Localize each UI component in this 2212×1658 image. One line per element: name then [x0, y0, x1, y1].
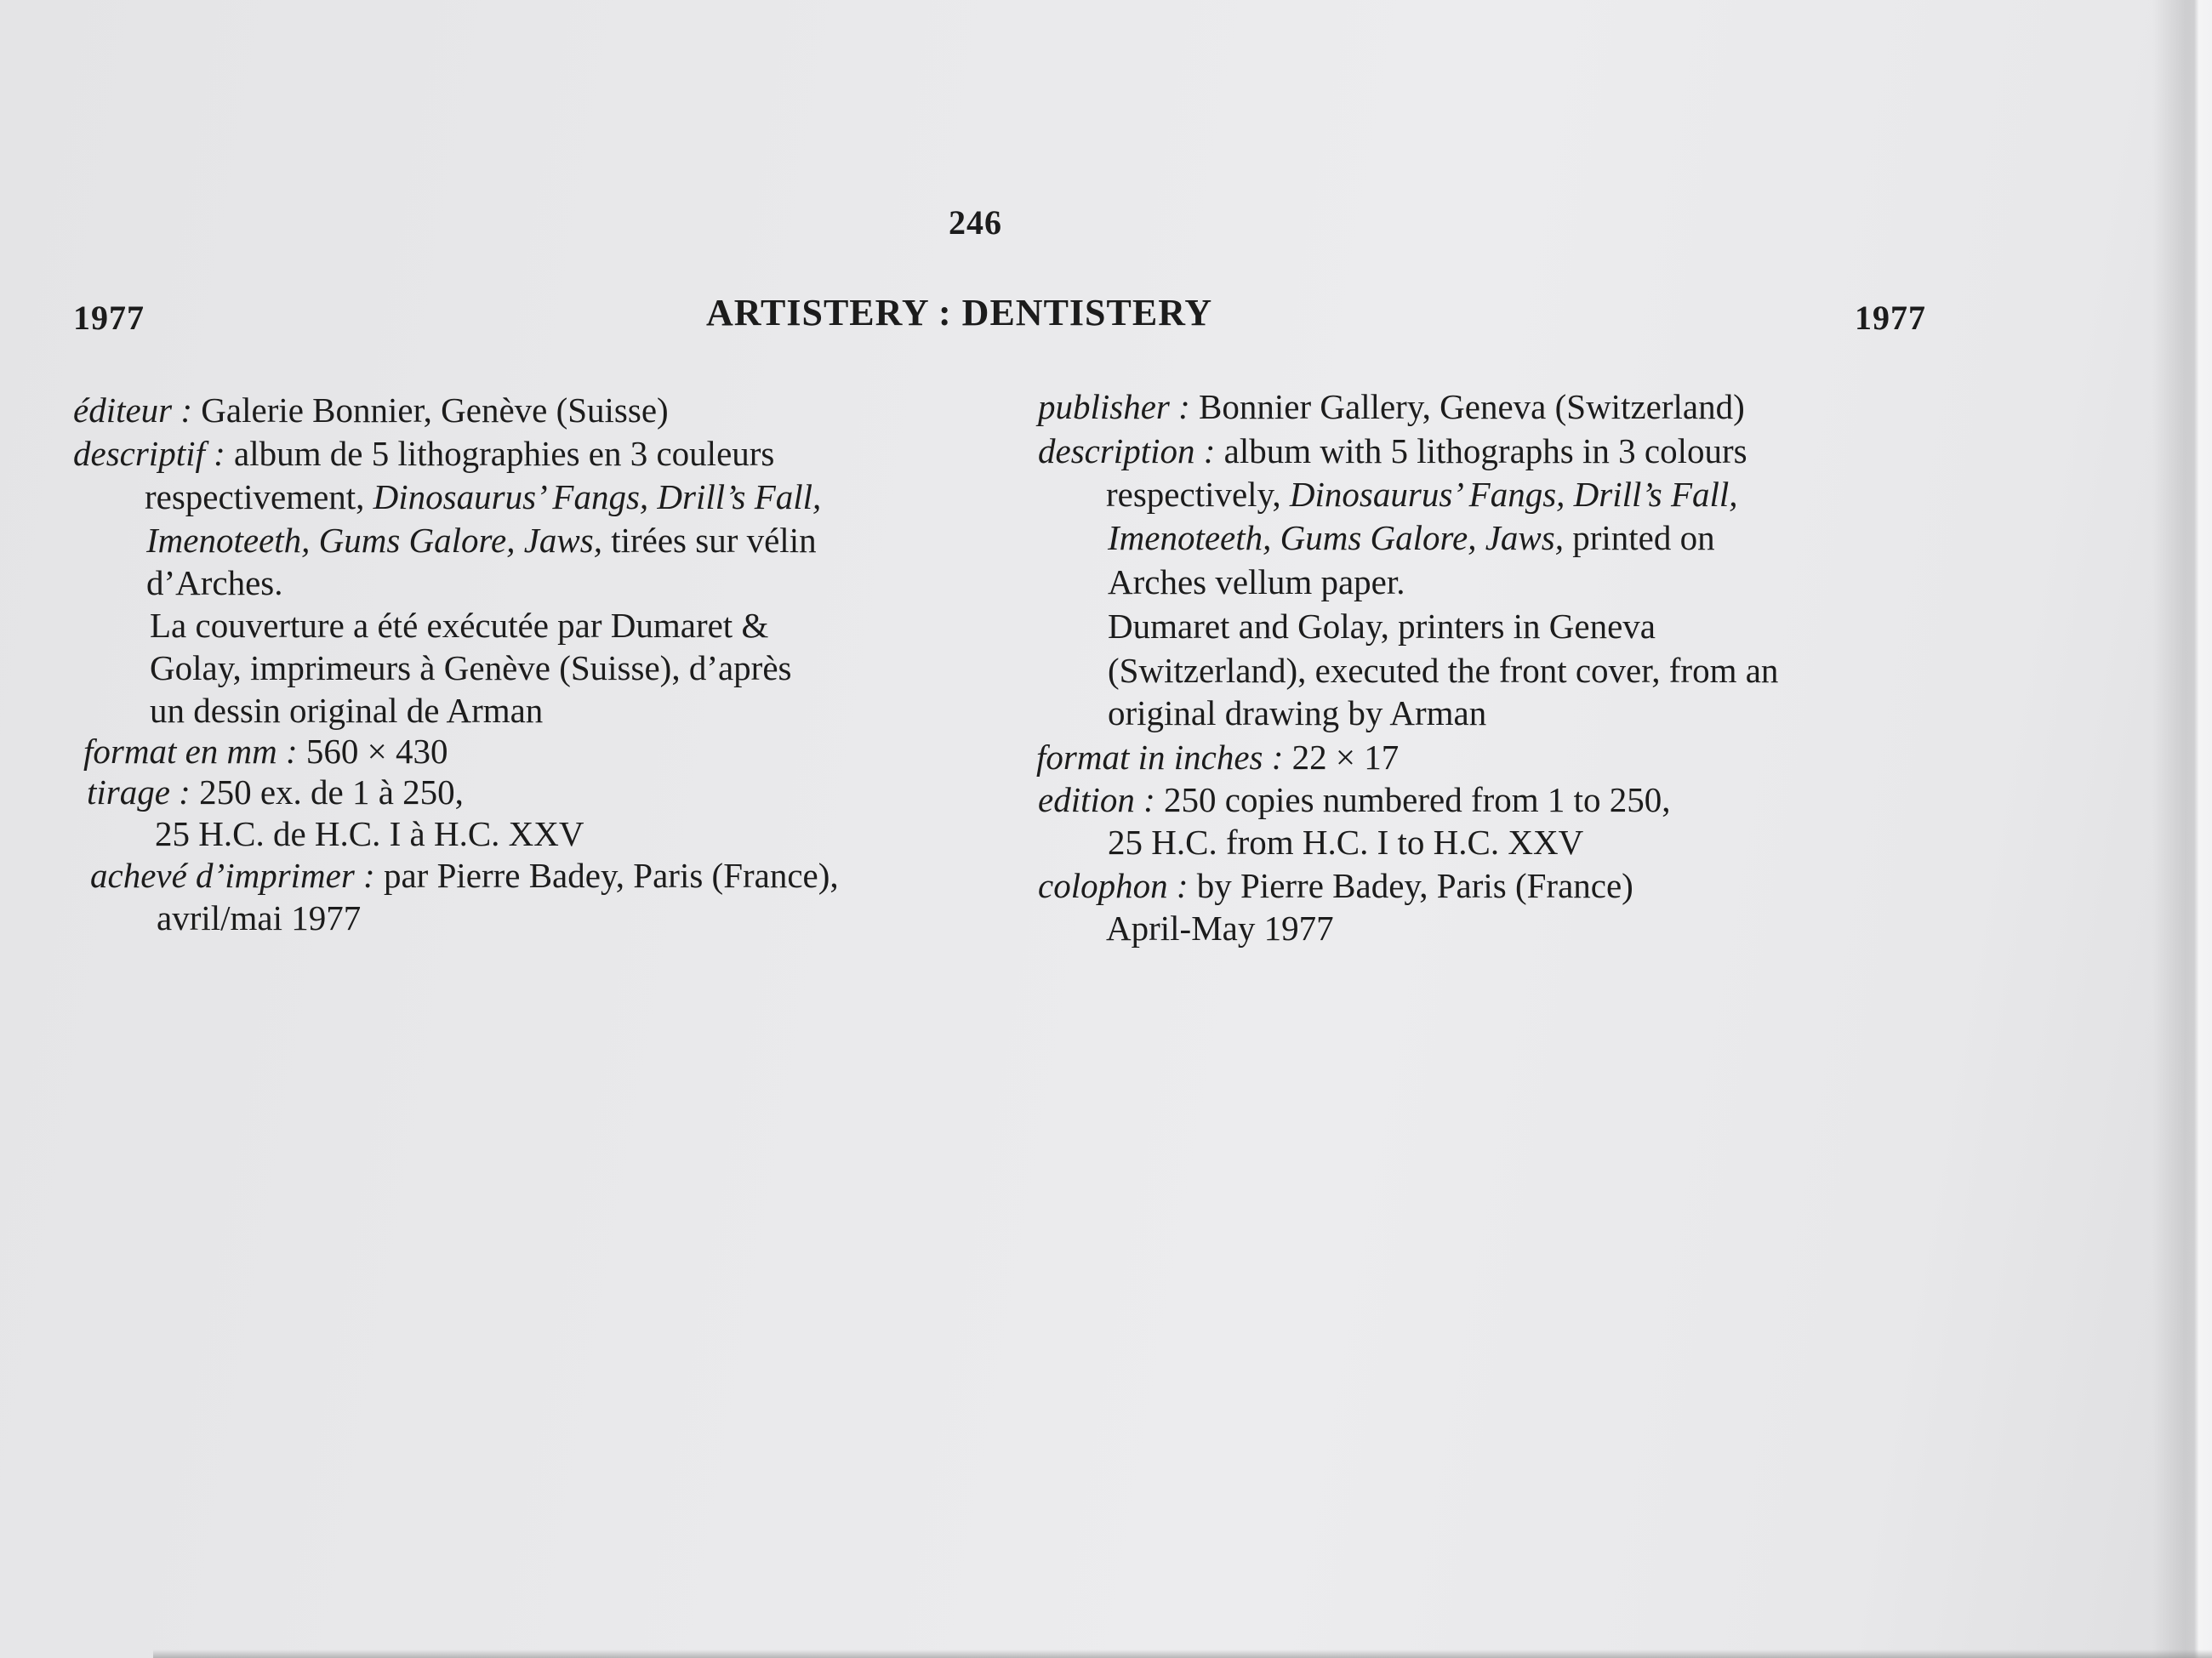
cover-en-line3: original drawing by Arman [1108, 693, 1487, 732]
description-line1: album with 5 lithographs in 3 colours [1215, 431, 1747, 470]
page-edge [2152, 0, 2212, 1658]
editeur-label: éditeur : [73, 390, 193, 430]
publisher-entry [1038, 385, 1745, 428]
format-en-value: 22 × 17 [1283, 738, 1400, 777]
cover-line3: un dessin original de Arman [150, 691, 544, 730]
descriptif-line1: album de 5 lithographies en 3 couleurs [225, 434, 775, 473]
descriptif-line2-text: respectivement, [145, 477, 373, 516]
descriptif-line4: d’Arches. [146, 563, 283, 602]
colophon-line1: by Pierre Badey, Paris (France) [1188, 866, 1633, 905]
page-number: 246 [949, 203, 1002, 242]
description-label: description : [1038, 431, 1216, 470]
format-en-label: format in inches : [1036, 738, 1284, 777]
page-title: ARTISTERY : DENTISTERY [706, 292, 1213, 333]
cover-line1: La couverture a été exécutée par Dumaret & [150, 606, 769, 645]
tirage-entry [87, 771, 464, 813]
edition-entry [1038, 778, 1671, 821]
format-label: format en mm : [83, 732, 298, 771]
lithograph-titles-line1: Dinosaurus’ Fangs, Drill’s Fall, [373, 477, 822, 516]
colophon-line2: April-May 1977 [1106, 909, 1334, 948]
cover-line2: Golay, imprimeurs à Genève (Suisse), d’après [150, 648, 792, 687]
year-left: 1977 [73, 299, 145, 337]
descriptif-entry [73, 432, 774, 475]
edition-line2: 25 H.C. from H.C. I to H.C. XXV [1108, 823, 1584, 862]
acheve-entry [90, 854, 839, 897]
lithograph-titles-en-line2: Imenoteeth, Gums Galore, Jaws, [1108, 518, 1564, 557]
editeur-value: Galerie Bonnier, Genève (Suisse) [192, 390, 669, 430]
format-value: 560 × 430 [297, 732, 448, 771]
publisher-label: publisher : [1038, 387, 1190, 426]
tirage-line2: 25 H.C. de H.C. I à H.C. XXV [155, 814, 584, 853]
description-line2-text: respectively, [1106, 475, 1290, 514]
lithograph-titles-line2: Imenoteeth, Gums Galore, Jaws, [146, 521, 602, 560]
acheve-line1: par Pierre Badey, Paris (France), [374, 856, 839, 895]
tirage-label: tirage : [87, 772, 191, 812]
cover-en-line1: Dumaret and Golay, printers in Geneva [1108, 607, 1656, 646]
publisher-value: Bonnier Gallery, Geneva (Switzerland) [1189, 387, 1745, 426]
description-entry [1038, 430, 1747, 472]
acheve-label: achevé d’imprimer : [90, 856, 375, 895]
editeur-entry [73, 389, 669, 431]
edition-label: edition : [1038, 780, 1155, 819]
year-right: 1977 [1855, 299, 1926, 337]
description-line3-tail: printed on [1563, 518, 1715, 557]
description-line3 [1108, 516, 1715, 559]
lithograph-titles-en-line1: Dinosaurus’ Fangs, Drill’s Fall, [1289, 475, 1738, 514]
acheve-line2: avril/mai 1977 [157, 898, 362, 937]
colophon-label: colophon : [1038, 866, 1189, 905]
description-line4: Arches vellum paper. [1108, 562, 1405, 601]
cover-en-line2: (Switzerland), executed the front cover, from an [1108, 651, 1779, 690]
descriptif-line3-tail: tirées sur vélin [601, 521, 817, 560]
descriptif-label: descriptif : [73, 434, 225, 473]
page-bottom-shadow [153, 1649, 2212, 1658]
format-entry [83, 730, 448, 772]
descriptif-line3 [146, 519, 817, 561]
description-line2 [1106, 473, 1738, 516]
descriptif-line2 [145, 476, 821, 518]
format-en-entry [1036, 736, 1399, 778]
colophon-entry [1038, 864, 1633, 907]
edition-line1: 250 copies numbered from 1 to 250, [1154, 780, 1671, 819]
tirage-line1: 250 ex. de 1 à 250, [190, 772, 464, 812]
